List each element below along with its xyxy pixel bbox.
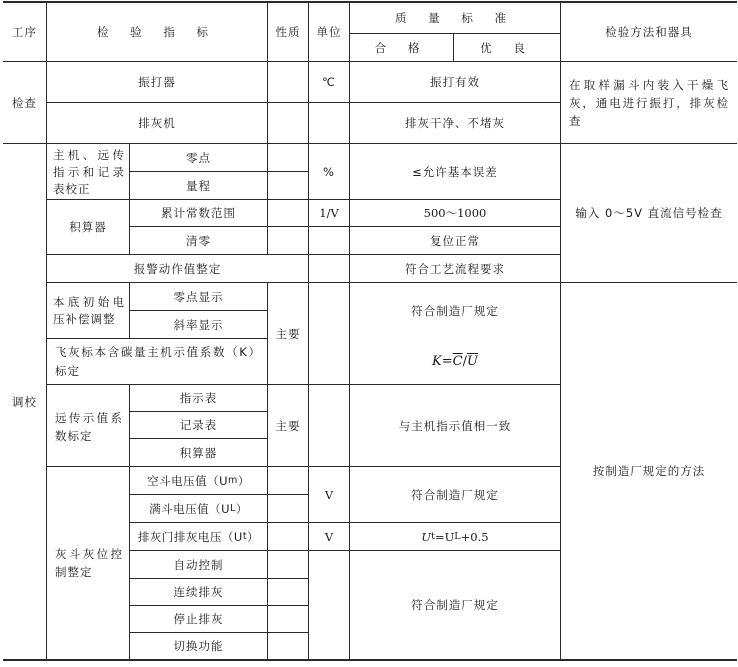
alarm-standard: 符合工艺流程要求 <box>405 261 505 276</box>
discharge-u-symbol: U <box>421 529 432 544</box>
rapper-label: 振打器 <box>138 75 176 89</box>
k-symbol: K <box>432 353 442 369</box>
switch-function: 切换功能 <box>173 639 224 653</box>
fly-ash-calibration: 飞灰标本含碳量主机示值系数（K）标定 <box>55 344 261 378</box>
integrator-group: 积算器 <box>69 220 107 234</box>
nature-main-2: 主要 <box>275 418 301 433</box>
remote-group: 远传示值系数标定 <box>55 411 123 443</box>
alarm-setting: 报警动作值整定 <box>133 261 222 276</box>
discharge-t-subscript: t <box>431 530 435 542</box>
control-standard: 符合制造厂规定 <box>411 598 499 612</box>
zero-display: 零点显示 <box>173 289 224 304</box>
discharge-voltage <box>130 523 267 550</box>
hopper-standard: 符合制造厂规定 <box>411 487 499 502</box>
discharge-voltage-close: ） <box>247 529 260 544</box>
empty-voltage-close: ） <box>237 473 250 488</box>
recorder: 记录表 <box>179 418 218 432</box>
header-pass: 合 格 <box>374 40 429 55</box>
count-standard: 500～1000 <box>423 206 487 220</box>
count-unit: 1/V <box>319 206 339 220</box>
discharge-standard <box>350 523 560 550</box>
basic-error-standard: ≤允许基本误差 <box>412 164 498 179</box>
volt-unit-1: V <box>324 487 334 502</box>
rapper-standard: 振打有效 <box>430 75 480 89</box>
c-bar-symbol: $\overline{C}$ <box>452 353 463 369</box>
ash-discharger-standard: 排灰干净、不堵灰 <box>405 116 505 130</box>
discharge-voltage-label: 排灰门排灰电压（U <box>137 529 243 544</box>
integrator: 积算器 <box>179 445 218 460</box>
clear: 清零 <box>186 233 211 248</box>
empty-voltage-label: 空斗电压值（U <box>147 473 229 488</box>
range: 量程 <box>186 178 211 193</box>
header-process: 工序 <box>12 24 37 39</box>
header-method: 检验方法和器具 <box>605 24 693 39</box>
empty-voltage <box>130 467 267 494</box>
compensation-standard: 符合制造厂规定 <box>411 303 499 318</box>
discharge-l-subscript: L <box>454 530 461 542</box>
discharge-voltage-subscript: t <box>242 530 248 542</box>
input-signal-method: 输入 0～5V 直流信号检查 <box>575 206 723 220</box>
equals-sign: = <box>441 353 453 369</box>
table-bottom-border <box>3 659 737 661</box>
section-inspection: 检查 <box>12 95 37 110</box>
full-voltage <box>130 495 267 522</box>
k-formula <box>350 339 560 384</box>
discharge-equals-u: =U <box>434 529 455 544</box>
auto-control: 自动控制 <box>173 557 224 572</box>
count-range: 累计常数范围 <box>161 206 236 220</box>
slope-display: 斜率显示 <box>173 317 224 332</box>
empty-voltage-subscript: m <box>228 474 238 486</box>
u-bar-symbol: $\overline{U}$ <box>467 353 478 369</box>
ash-discharger-label: 排灰机 <box>138 116 176 130</box>
discharge-offset: +0.5 <box>460 529 489 544</box>
reset-standard: 复位正常 <box>430 233 480 248</box>
hopper-control-group: 灰斗灰位控制整定 <box>55 547 123 579</box>
continuous-discharge: 连续排灰 <box>173 585 224 599</box>
full-voltage-subscript: L <box>230 502 236 514</box>
rapper-unit: ℃ <box>322 75 336 89</box>
percent-unit: % <box>323 164 335 179</box>
header-good: 优 良 <box>480 40 534 55</box>
full-voltage-label: 满斗电压值（U <box>149 501 231 516</box>
header-quality-standard: 质 量 标 准 <box>395 10 515 25</box>
section-calibration: 调校 <box>12 394 37 409</box>
indicator-meter: 指示表 <box>179 391 218 405</box>
bottom-compensation-group: 本底初始电压补偿调整 <box>53 294 125 326</box>
remote-standard: 与主机指示值相一致 <box>398 418 512 433</box>
inspection-method: 在取样漏斗内装入干燥飞灰，通电进行振打，排灰检查 <box>569 78 729 128</box>
zero-point: 零点 <box>186 150 211 165</box>
volt-unit-2: V <box>324 529 334 544</box>
nature-main-1: 主要 <box>275 326 301 341</box>
stop-discharge: 停止排灰 <box>173 612 224 626</box>
main-meter-group: 主机、远传指示和记录表校正 <box>53 147 125 196</box>
full-voltage-close: ） <box>235 501 248 516</box>
header-indicator: 检 验 指 标 <box>97 24 217 39</box>
manufacturer-method: 按制造厂规定的方法 <box>592 464 706 478</box>
header-unit: 单位 <box>316 24 342 39</box>
slash-sign: / <box>462 353 467 369</box>
header-nature: 性质 <box>275 24 301 39</box>
